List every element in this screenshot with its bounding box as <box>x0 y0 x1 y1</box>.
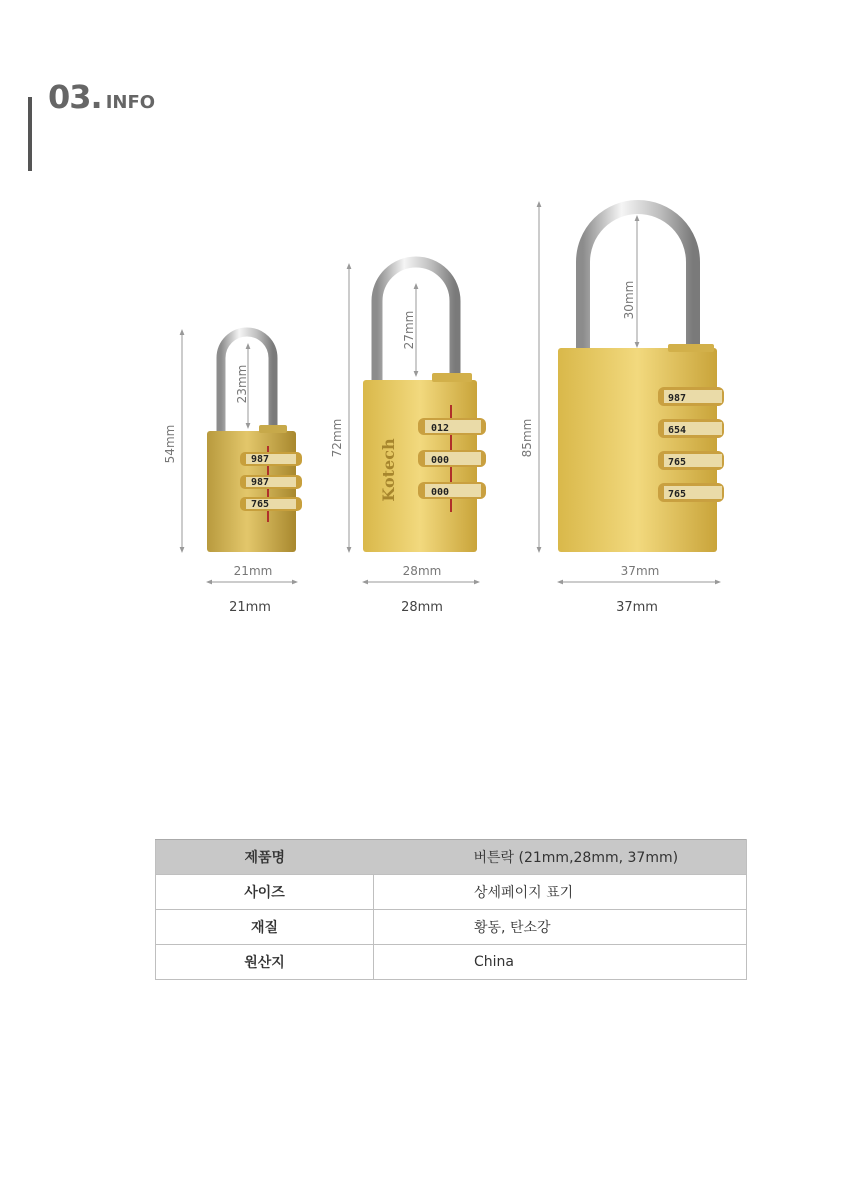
width-inner-label: 21mm <box>233 564 273 578</box>
padlock-medium <box>330 262 486 615</box>
dial-digits: 765 <box>251 499 270 510</box>
dial-3 <box>658 451 724 470</box>
dial-digits: 654 <box>668 425 687 436</box>
width-label: 37mm <box>616 600 658 615</box>
product-info-table <box>155 839 747 980</box>
dial-2 <box>658 419 724 438</box>
shackle <box>583 207 693 352</box>
shackle-label: 30mm <box>622 280 636 320</box>
padlock-small <box>163 332 302 615</box>
height-label: 72mm <box>330 418 344 458</box>
lock-collar <box>668 344 714 352</box>
brand-engraving: Kotech <box>379 438 398 502</box>
dial-digits: 000 <box>431 487 450 498</box>
shackle-label: 27mm <box>402 310 416 350</box>
lock-collar <box>432 373 472 382</box>
dial-1 <box>240 452 302 466</box>
info-key: 사이즈 <box>156 875 374 910</box>
info-key: 제품명 <box>156 840 374 875</box>
info-value: 황동, 탄소강 <box>374 910 747 945</box>
height-label: 54mm <box>163 424 177 464</box>
dial-1 <box>418 418 486 435</box>
dial-digits: 987 <box>251 454 270 465</box>
width-label: 21mm <box>229 600 271 615</box>
lock-body <box>207 431 296 552</box>
table-row <box>156 840 747 875</box>
dial-digits: 000 <box>431 455 450 466</box>
width-label: 28mm <box>401 600 443 615</box>
table-row <box>156 875 747 910</box>
dial-digits: 765 <box>668 489 687 500</box>
dial-digits: 765 <box>668 457 687 468</box>
lock-body <box>558 348 717 552</box>
dial-3 <box>418 482 486 499</box>
section-number: 03. <box>48 78 102 116</box>
dial-1 <box>658 387 724 406</box>
dial-digits: 012 <box>431 423 450 434</box>
width-inner-label: 37mm <box>620 564 660 578</box>
table-row <box>156 945 747 980</box>
dial-4 <box>658 483 724 502</box>
section-label: INFO <box>105 92 156 113</box>
padlock-large <box>520 204 724 615</box>
dial-3 <box>240 497 302 511</box>
width-inner-label: 28mm <box>402 564 442 578</box>
height-label: 85mm <box>520 418 534 458</box>
info-key: 재질 <box>156 910 374 945</box>
info-value: 상세페이지 표기 <box>374 875 747 910</box>
table-row <box>156 910 747 945</box>
info-key: 원산지 <box>156 945 374 980</box>
lock-collar <box>259 425 287 433</box>
info-value: 버튼락 (21mm,28mm, 37mm) <box>374 840 747 875</box>
dial-2 <box>418 450 486 467</box>
dial-2 <box>240 475 302 489</box>
dial-digits: 987 <box>668 393 687 404</box>
shackle-label: 23mm <box>235 364 249 404</box>
dial-digits: 987 <box>251 477 270 488</box>
info-value: China <box>374 945 747 980</box>
